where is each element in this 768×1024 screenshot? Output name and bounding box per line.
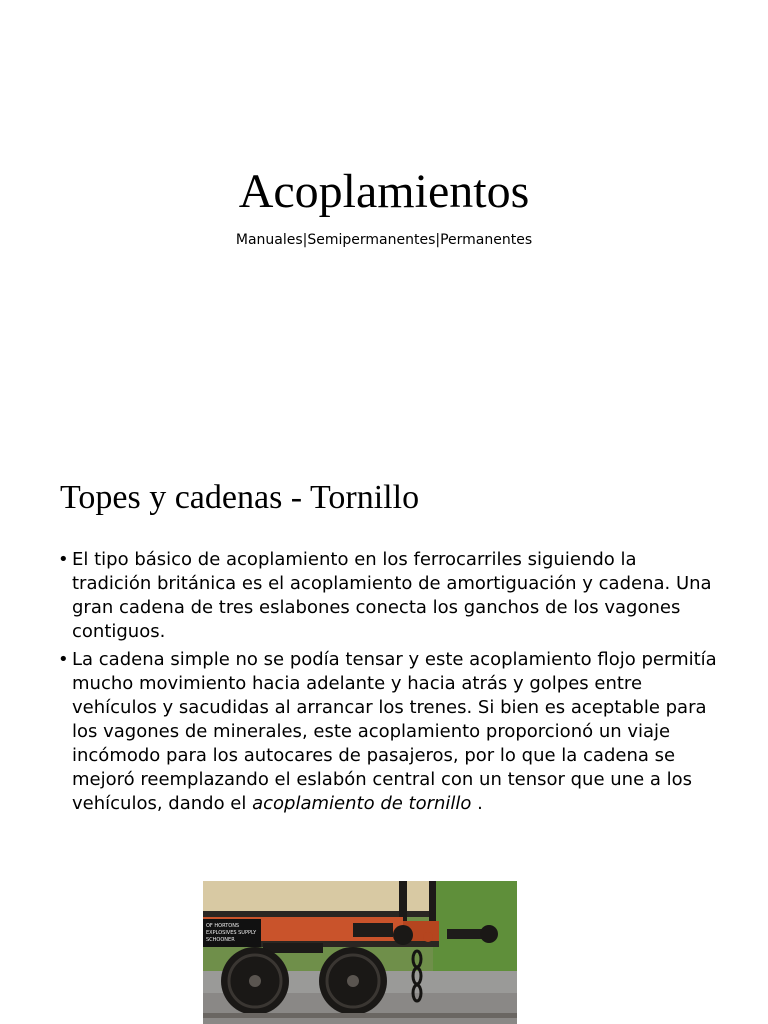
- title-slide: [0, 0, 768, 440]
- bullet-text: El tipo básico de acoplamiento en los ferrocarriles siguiendo la tradición británica es el acoplamiento de amortiguación y cadena. Una gran cadena de tres eslabones conecta los ganchos de los vagones contiguos.: [72, 549, 712, 642]
- bullet-item: [58, 548, 718, 644]
- bullet-suffix: .: [471, 793, 483, 814]
- bullet-item: [58, 648, 718, 816]
- slide-title: Acoplamientos: [238, 165, 530, 218]
- wheel-hub: [347, 975, 359, 987]
- buffer-head: [480, 925, 498, 943]
- slide-heading: Topes y cadenas - Tornillo: [60, 479, 420, 516]
- wheel-hub: [249, 975, 261, 987]
- bullet-dot: •: [58, 549, 69, 570]
- content-slide: [0, 440, 768, 1024]
- wagon-coupling-photo: [203, 881, 517, 1024]
- leaf-spring: [263, 943, 323, 953]
- slide-subtitle: Manuales|Semipermanentes|Permanentes: [235, 232, 533, 248]
- grass-area: [433, 881, 517, 971]
- buffer-head: [393, 925, 413, 945]
- buffer: [353, 923, 393, 937]
- plate-text: SCHOONER: [206, 937, 235, 943]
- coupling-hook: [423, 932, 433, 942]
- plate-text: OF HORTONS: [206, 923, 240, 929]
- rail: [203, 1013, 517, 1018]
- bullet-list: [58, 548, 718, 820]
- bullet-emphasis: acoplamiento de tornillo: [252, 793, 472, 814]
- bullet-dot: •: [58, 649, 69, 670]
- wagon-illustration: [203, 881, 517, 1024]
- plate-text: EXPLOSIVES SUPPLY: [206, 930, 257, 936]
- bullet-text: La cadena simple no se podía tensar y este acoplamiento flojo permitía mucho movimiento hacia adelante y hacia atrás y golpes entre vehículos y sacudidas al arrancar los trenes. Si bien es aceptable para los vagones de minerales, este acoplamiento proporcionó un viaje incómodo para los autocares de pasajeros, por lo que la cadena se mejoró reemplazando el eslabón central con un tensor que une a los vehículos, dando el: [72, 649, 717, 814]
